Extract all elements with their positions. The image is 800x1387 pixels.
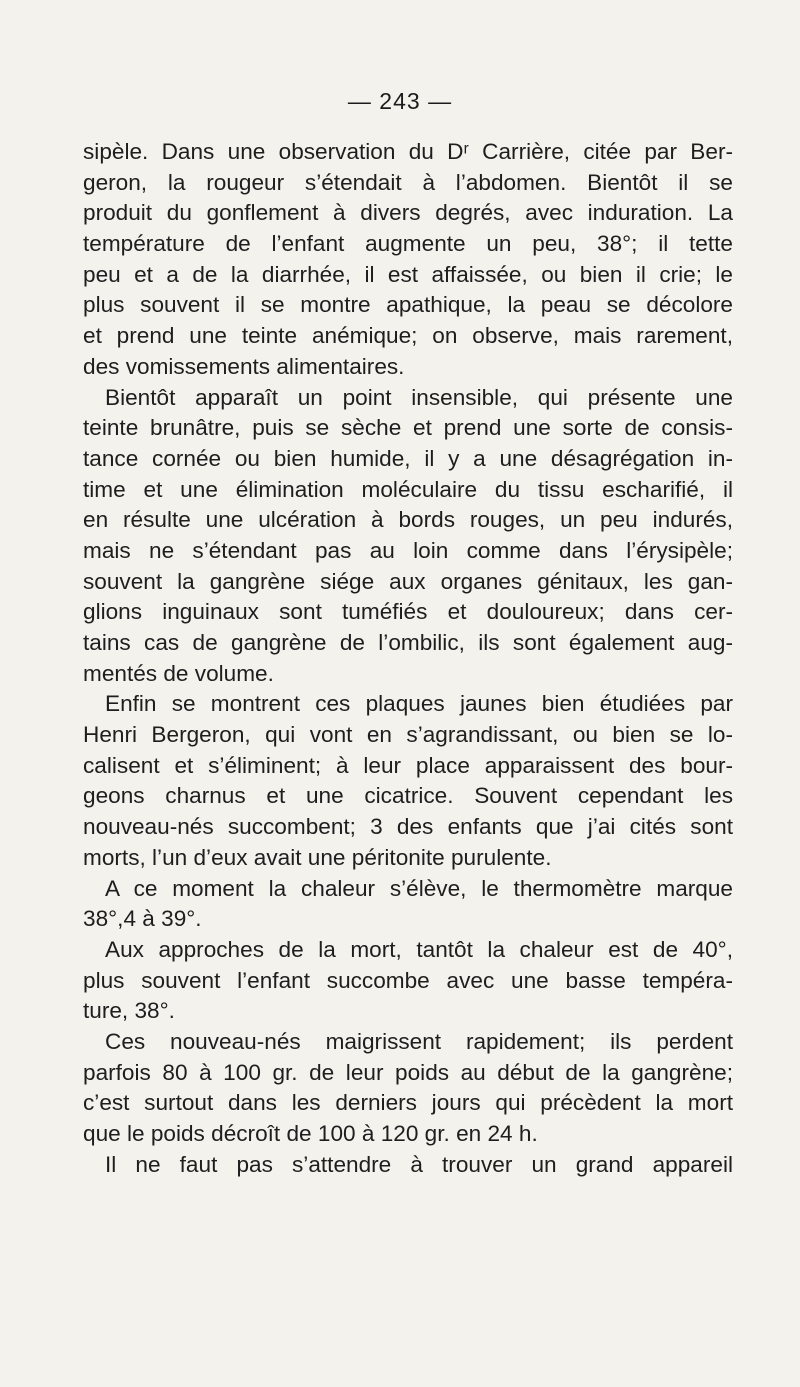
text-line: parfois 80 à 100 gr. de leur poids au début de la gangrène;	[83, 1059, 733, 1085]
text-line: calisent et s’éliminent; à leur place apparaissent des bour-	[83, 752, 733, 778]
text-line: des vomissements alimentaires.	[83, 353, 405, 379]
text-line: nouveau-nés succombent; 3 des enfants que j’ai cités sont	[83, 814, 733, 840]
text-line: Aux approches de la mort, tantôt la chaleur est de 40°,	[105, 936, 733, 962]
text-line: Enfin se montrent ces plaques jaunes bien étudiées par	[105, 691, 733, 717]
text-line: plus souvent il se montre apathique, la peau se décolore	[83, 292, 733, 318]
text-line: en résulte une ulcération à bords rouges, un peu indurés,	[83, 507, 733, 533]
text-line: Bientôt apparaît un point insensible, qui présente une	[105, 384, 733, 410]
text-line: A ce moment la chaleur s’élève, le thermomètre marque	[105, 875, 733, 901]
text-line: ture, 38°.	[83, 998, 175, 1024]
text-line: morts, l’un d’eux avait une péritonite purulente.	[83, 844, 552, 870]
text-line: c’est surtout dans les derniers jours qui précèdent la mort	[83, 1090, 733, 1116]
body-text	[83, 137, 733, 1180]
text-line: température de l’enfant augmente un peu, 38°; il tette	[83, 231, 733, 257]
text-line: Il ne faut pas s’attendre à trouver un grand appareil	[105, 1151, 733, 1177]
text-line: glions inguinaux sont tuméfiés et douloureux; dans cer-	[83, 599, 733, 625]
text-line: souvent la gangrène siége aux organes génitaux, les gan-	[83, 568, 733, 594]
text-line: mais ne s’étendant pas au loin comme dans l’érysipèle;	[83, 537, 733, 563]
text-line: Ces nouveau-nés maigrissent rapidement; ils perdent	[105, 1028, 733, 1054]
page-number: — 243 —	[347, 88, 453, 114]
text-line: geons charnus et une cicatrice. Souvent cependant les	[83, 783, 733, 809]
text-line: tains cas de gangrène de l’ombilic, ils sont également aug-	[83, 630, 733, 655]
text-line: que le poids décroît de 100 à 120 gr. en 24 h.	[83, 1121, 538, 1146]
text-line: geron, la rougeur s’étendait à l’abdomen. Bientôt il se	[83, 169, 733, 195]
text-line: teinte brunâtre, puis se sèche et prend une sorte de consis-	[83, 415, 733, 441]
text-line: mentés de volume.	[83, 660, 274, 686]
text-line: Henri Bergeron, qui vont en s’agrandissant, ou bien se lo-	[83, 722, 733, 748]
text-line: 38°,4 à 39°.	[83, 906, 202, 932]
text-line: peu et a de la diarrhée, il est affaissée, ou bien il crie; le	[83, 261, 733, 287]
text-line: sipèle. Dans une observation du Dʳ Carrière, citée par Ber-	[83, 139, 733, 164]
text-line: time et une élimination moléculaire du tissu escharifié, il	[83, 476, 733, 502]
text-line: et prend une teinte anémique; on observe, mais rarement,	[83, 323, 733, 349]
text-line: produit du gonflement à divers degrés, avec induration. La	[83, 200, 733, 226]
text-line: tance cornée ou bien humide, il y a une désagrégation in-	[83, 445, 733, 471]
text-line: plus souvent l’enfant succombe avec une basse tempéra-	[83, 967, 733, 993]
